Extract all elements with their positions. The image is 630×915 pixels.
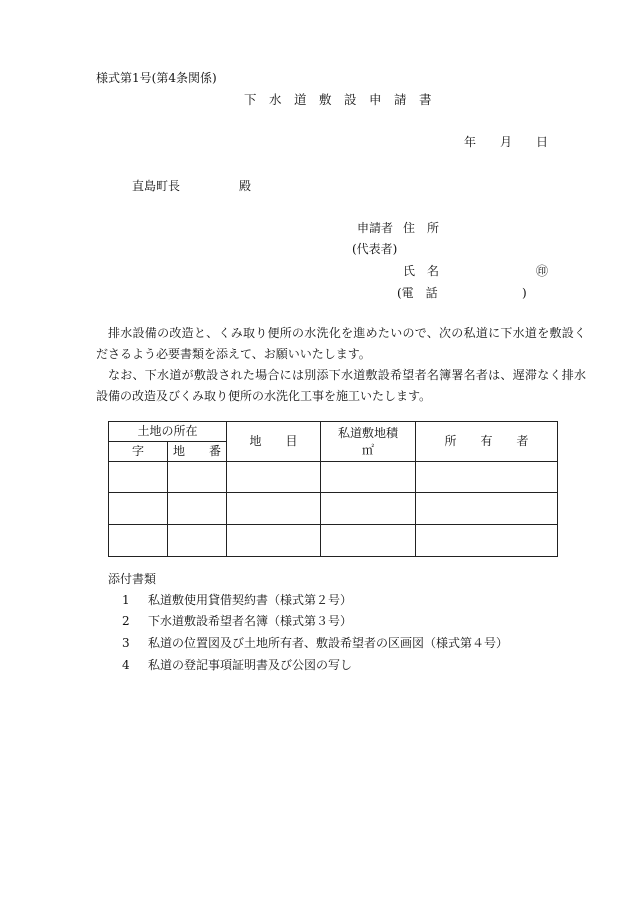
- chimoku-cell[interactable]: [227, 525, 321, 557]
- owner-header: 所 有 者: [416, 422, 558, 462]
- attachment-text: 私道の登記事項証明書及び公図の写し: [148, 658, 353, 672]
- chiban-cell[interactable]: [168, 493, 227, 525]
- owner-cell[interactable]: [416, 493, 558, 525]
- addressee-honorific: 殿: [239, 179, 252, 193]
- aza-cell[interactable]: [109, 493, 168, 525]
- aza-cell[interactable]: [109, 525, 168, 557]
- attachment-number: 1: [122, 593, 130, 607]
- phone-close-paren: ): [522, 286, 527, 300]
- chimoku-cell[interactable]: [227, 493, 321, 525]
- attachment-text: 私道の位置図及び土地所有者、敷設希望者の区画図（様式第４号）: [148, 636, 509, 650]
- attachment-item: [122, 591, 352, 608]
- attachments-heading: 添付書類: [108, 572, 157, 586]
- area-header-label: 私道敷地積: [337, 426, 398, 441]
- date-month: 月: [500, 135, 513, 149]
- body-paragraph-2: なお、下水道が敷設された場合には別添下水道敷設希望者名簿署名者は、遅滞なく排水設備の改造及びくみ取り便所の水洗化工事を施工いたします。: [96, 368, 586, 403]
- location-header: 土地の所在: [109, 422, 227, 442]
- owner-cell[interactable]: [416, 525, 558, 557]
- addressee-name: 直島町長: [132, 179, 181, 193]
- table-row: [109, 493, 558, 525]
- attachment-item: [122, 634, 508, 651]
- page-title: 下 水 道 敷 設 申 請 書: [244, 92, 432, 107]
- attachment-item: [122, 656, 352, 673]
- seal-mark: ㊞: [536, 264, 549, 278]
- owner-cell[interactable]: [416, 462, 558, 493]
- attachment-number: 4: [122, 658, 130, 672]
- attachment-text: 下水道敷設希望者名簿（様式第３号）: [148, 614, 353, 628]
- chimoku-header: 地 目: [227, 422, 321, 462]
- aza-cell[interactable]: [109, 462, 168, 493]
- area-cell[interactable]: [321, 525, 416, 557]
- area-unit: ㎡: [361, 442, 374, 457]
- area-cell[interactable]: [321, 493, 416, 525]
- chiban-header: 地 番: [168, 442, 227, 462]
- phone-open-label: (電 話: [397, 286, 438, 300]
- body-paragraph-1: 排水設備の改造と、くみ取り便所の水洗化を進めたいので、次の私道に下水道を敷設くださるよう必要書類を添えて、お願いいたします。: [96, 326, 586, 361]
- form-number: 様式第1号(第4条関係): [96, 71, 217, 85]
- land-table: [108, 421, 558, 557]
- aza-header: 字: [109, 442, 168, 462]
- table-row: [109, 525, 558, 557]
- address-label: 住 所: [403, 221, 440, 235]
- attachment-text: 私道敷使用貸借契約書（様式第２号）: [148, 593, 353, 607]
- table-row: [109, 462, 558, 493]
- date-day: 日: [536, 135, 549, 149]
- attachment-item: [122, 612, 352, 629]
- applicant-label: 申請者: [357, 221, 394, 235]
- chiban-cell[interactable]: [168, 462, 227, 493]
- representative-label: (代表者): [352, 242, 398, 256]
- attachment-number: 3: [122, 636, 130, 650]
- area-cell[interactable]: [321, 462, 416, 493]
- chiban-cell[interactable]: [168, 525, 227, 557]
- date-year: 年: [464, 135, 477, 149]
- chimoku-cell[interactable]: [227, 462, 321, 493]
- attachment-number: 2: [122, 614, 130, 628]
- name-label: 氏 名: [403, 264, 440, 278]
- area-header: [321, 422, 416, 462]
